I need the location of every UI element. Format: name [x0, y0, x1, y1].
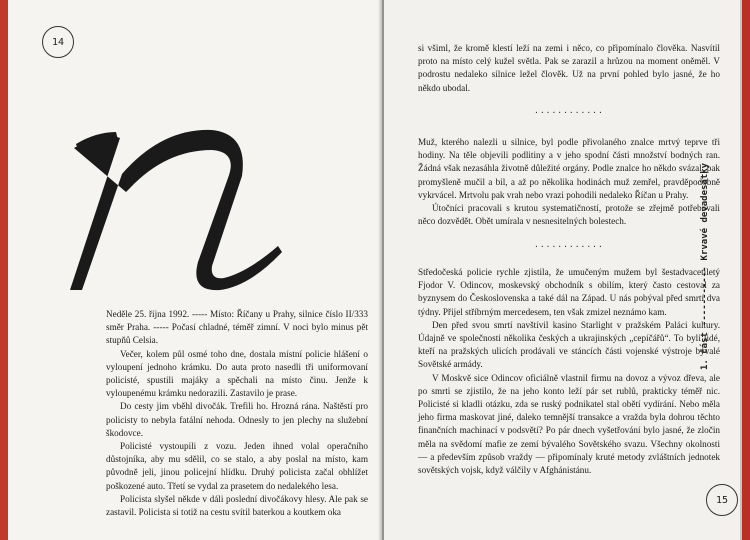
- red-cover-edge-left: [0, 0, 8, 540]
- right-page: [384, 0, 740, 540]
- running-head: [700, 162, 714, 370]
- paragraph: Neděle 25. října 1992. ----- Místo: Říčany u Prahy, silnice číslo II/333 směr Praha. ----- Počasí chladné, téměř zimní. V noci bylo minus pět stupňů Celsia.: [106, 309, 368, 346]
- paragraph: Středočeská policie rychle zjistila, že umučeným mužem byl šestadvacetiletý Fjodor V. Odincov, moskevský obchodník s obilím, který často cestoval za byznysem do Československa a také dál na Západ. U nás pobýval před smrtí dva týdny. Přijel stříbrným mercedesem, ten však zmizel neznámo kam.: [418, 267, 720, 317]
- section-separator: ............: [534, 240, 604, 249]
- right-text-segment-1: [418, 42, 720, 95]
- right-text-segment-3: [418, 266, 720, 477]
- page-number-right: 15: [706, 484, 738, 516]
- running-head-title: Krvavé devadesátky: [700, 162, 710, 261]
- paragraph: Policisté vystoupili z vozu. Jeden ihned volal operačního důstojníka, aby mu sdělil, co se stalo, a aby poslal na místo, kam původně jeli, jinou policejní hlídku. Druhý policista začal obhlížet poškozené auto. Třetí se vydal za prasetem do nedalekého lesa.: [106, 441, 368, 491]
- paragraph: Policista slyšel někde v dáli poslední divočákovy hlesy. Ale pak se zastavil. Policista si totiž na cestu svítil baterkou a koutkem oka: [106, 493, 368, 518]
- left-page: [8, 0, 382, 540]
- paragraph: Večer, kolem půl osmé toho dne, dostala místní policie hlášení o vyloupení jednoho krámku. Do auta proto nasedli tři uniformovaní policisté, spustili majáky a spěchali na místo činu. Jenže k vyloupenému krámku nedorazili. Zastavilo je prase.: [106, 348, 368, 399]
- page-number-left: 14: [42, 26, 74, 58]
- paragraph: Útočníci pracovali s krutou systematičností, protože se zřejmě potřebovali něco dozvědět. Obět umírala v nesnesitelných bolestech.: [418, 203, 720, 227]
- left-body-text: [106, 308, 368, 519]
- running-head-separator: -----------: [700, 266, 710, 327]
- drop-letter-n: [52, 66, 292, 296]
- section-separator: ............: [534, 106, 604, 115]
- right-text-segment-2: [418, 136, 720, 228]
- paragraph: V Moskvě sice Odincov oficiálně vlastnil firmu na dovoz a vývoz dřeva, ale po smrti se zjistilo, že na jeho konto leží pár set rublů, prakticky téměř nic. Policisté si kladli otázku, zda se ruský podnikatel stal obětí vydírání. Nebo měla jeho firma maskovat jiné, daleko temnější transakce a vražda byla dohrou těchto finančních machinací v podsvětí? Po pár dnech vyšetřování bylo jasné, že zločin měla na svědomí mafie ze zemí bývalého Sovětského svazu. Všechny okolnosti — a především způsob vraždy — připomínaly kruté metody zvláštních jednotek sovětských vojsk, když válčily v Afghánistánu.: [418, 372, 720, 476]
- paragraph: si všiml, že kromě klestí leží na zemi i něco, co připomínalo člověka. Nasvítil proto na místo celý kužel světla. Pak se zarazil a hrůzou na moment oněměl. V podrostu nedaleko silnice ležel člověk. Už na první pohled bylo jasné, že ho někdo ubodal.: [418, 43, 720, 93]
- paragraph: Do cesty jim vběhl divočák. Trefili ho. Hrozná rána. Naštěstí pro policisty to nebyla fatální nehoda. Odnesly to jen plechy na služební škodovce.: [106, 401, 368, 438]
- paragraph: Muž, kterého nalezli u silnice, byl podle přivolaného znalce mrtvý teprve tři hodiny. Na těle objevili podlitiny a v jeho spodní části množství bodných ran. Žádná však nezasáhla životně důležité orgány. Podle znalce ho někdo svázal, pak promyšleně mučil a bil, a až po několika hodinách muž zemřel, pravděpodobně vykrvácel. Mrtvolu pak vrah nebo vrazi pohodili nedaleko Říčan u Prahy.: [418, 137, 720, 200]
- red-cover-edge-right: [742, 0, 750, 540]
- running-head-part: 1. část: [700, 332, 710, 370]
- paragraph: Den před svou smrtí navštívil kasino Starlight v pražském Paláci kultury. Údajně ve společnosti několika českých a ukrajinských „cepíčářů“. To byli lidé, kteří na pražských ulicích prodávali ve stáncích části vojenské výstroje bývalé Sovětské armády.: [418, 319, 720, 370]
